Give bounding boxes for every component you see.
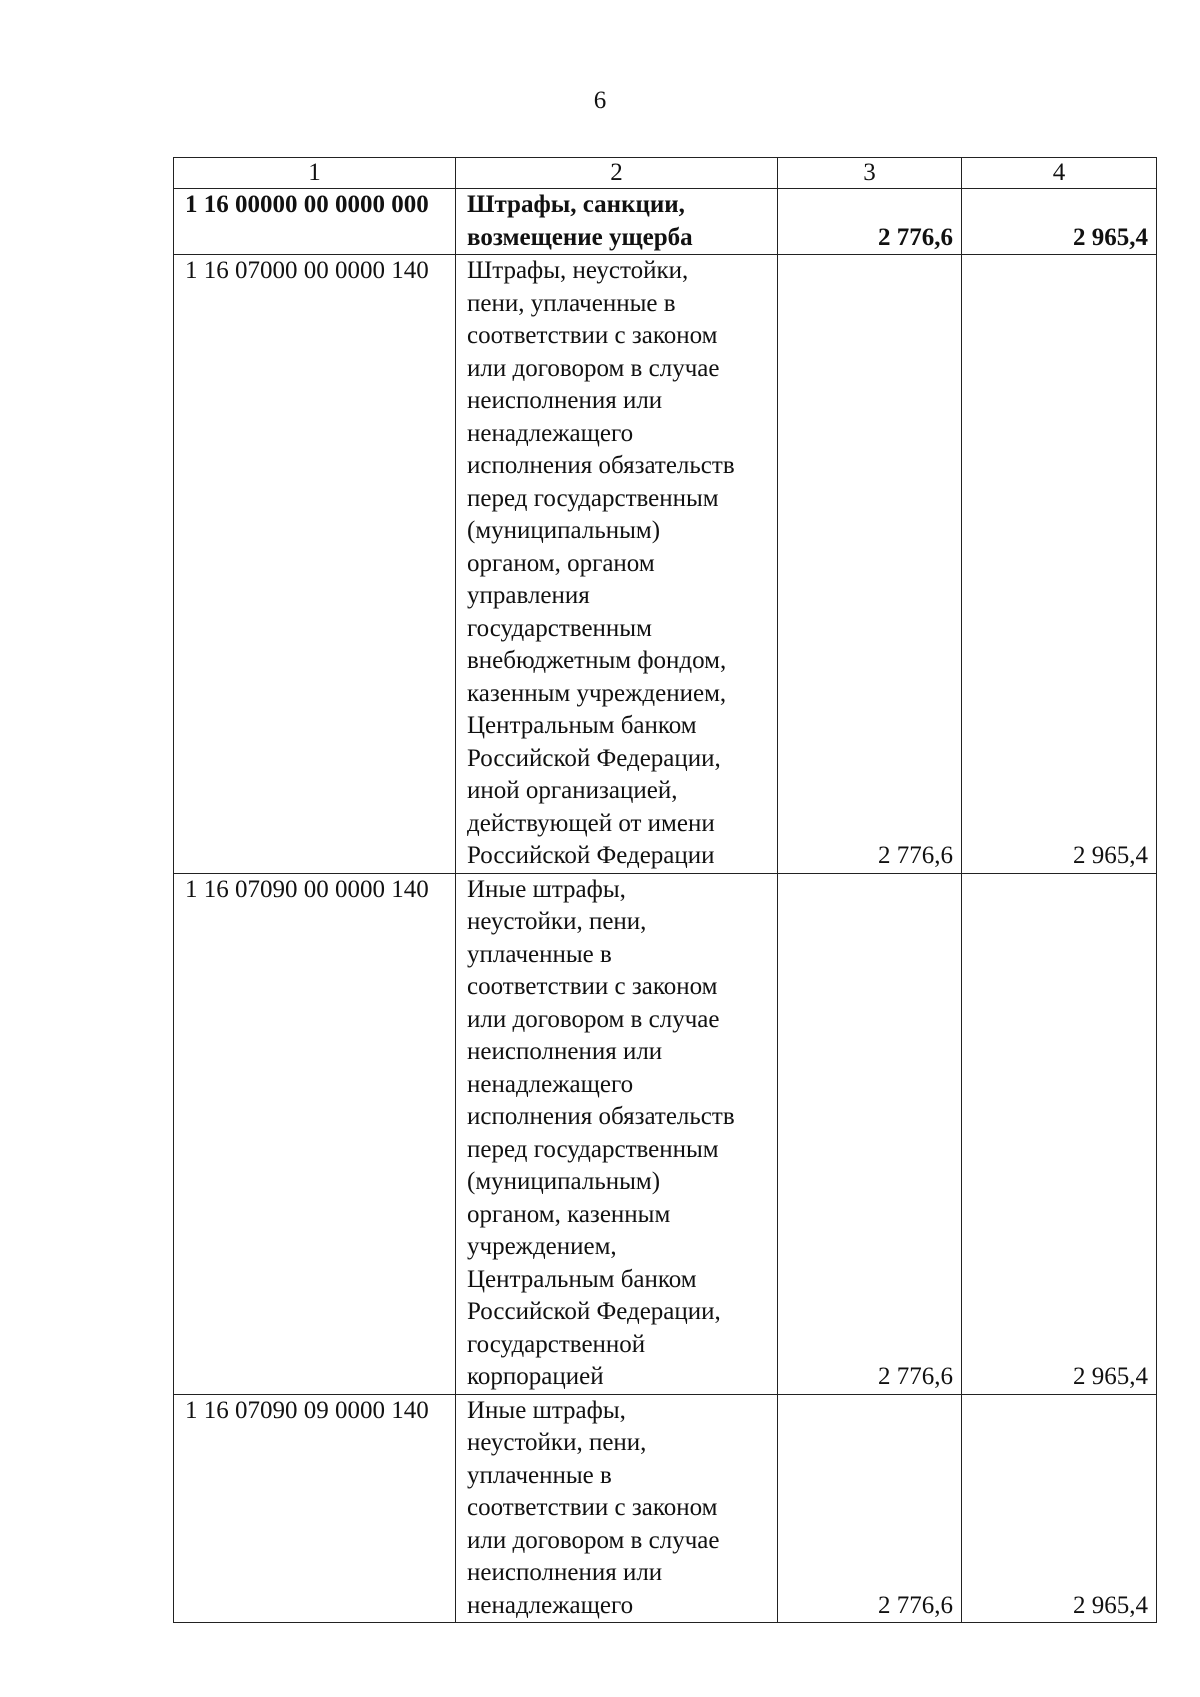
row-value-col3: 2 776,6 <box>778 1394 962 1623</box>
row-value-col4: 2 965,4 <box>962 255 1157 874</box>
table-header-row <box>174 158 1157 189</box>
row-code: 1 16 07090 09 0000 140 <box>174 1394 456 1623</box>
row-name: Штрафы, санкции, возмещение ущерба <box>456 189 778 255</box>
table-row <box>174 189 1157 255</box>
row-value-col4: 2 965,4 <box>962 189 1157 255</box>
table-row <box>174 1394 1157 1623</box>
row-code: 1 16 07090 00 0000 140 <box>174 873 456 1394</box>
row-code: 1 16 00000 00 0000 000 <box>174 189 456 255</box>
row-value-col4: 2 965,4 <box>962 1394 1157 1623</box>
column-header-3: 3 <box>778 158 962 189</box>
column-header-1: 1 <box>174 158 456 189</box>
row-value-col3: 2 776,6 <box>778 255 962 874</box>
row-name: Иные штрафы, неустойки, пени, уплаченные в соответствии с законом или договором в случае неисполнения или ненадлежащего <box>456 1394 778 1623</box>
table-row <box>174 873 1157 1394</box>
row-code: 1 16 07000 00 0000 140 <box>174 255 456 874</box>
row-value-col3: 2 776,6 <box>778 189 962 255</box>
row-value-col4: 2 965,4 <box>962 873 1157 1394</box>
column-header-4: 4 <box>962 158 1157 189</box>
row-name: Иные штрафы, неустойки, пени, уплаченные в соответствии с законом или договором в случае неисполнения или ненадлежащего исполнения обязательств перед государственным (муниципальным) органом, казенным учреждением, Центральным банком Российской Федерации, государственной корпорацией <box>456 873 778 1394</box>
column-header-2: 2 <box>456 158 778 189</box>
row-name: Штрафы, неустойки, пени, уплаченные в соответствии с законом или договором в случае неисполнения или ненадлежащего исполнения обязательств перед государственным (муниципальным) органом, органом управления государственным внебюджетным фондом, казенным учреждением, Центральным банком Российской Федерации, иной организацией, действующей от имени Российской Федерации <box>456 255 778 874</box>
budget-table <box>173 157 1157 1623</box>
page-number: 6 <box>593 87 607 114</box>
row-value-col3: 2 776,6 <box>778 873 962 1394</box>
table-row <box>174 255 1157 874</box>
